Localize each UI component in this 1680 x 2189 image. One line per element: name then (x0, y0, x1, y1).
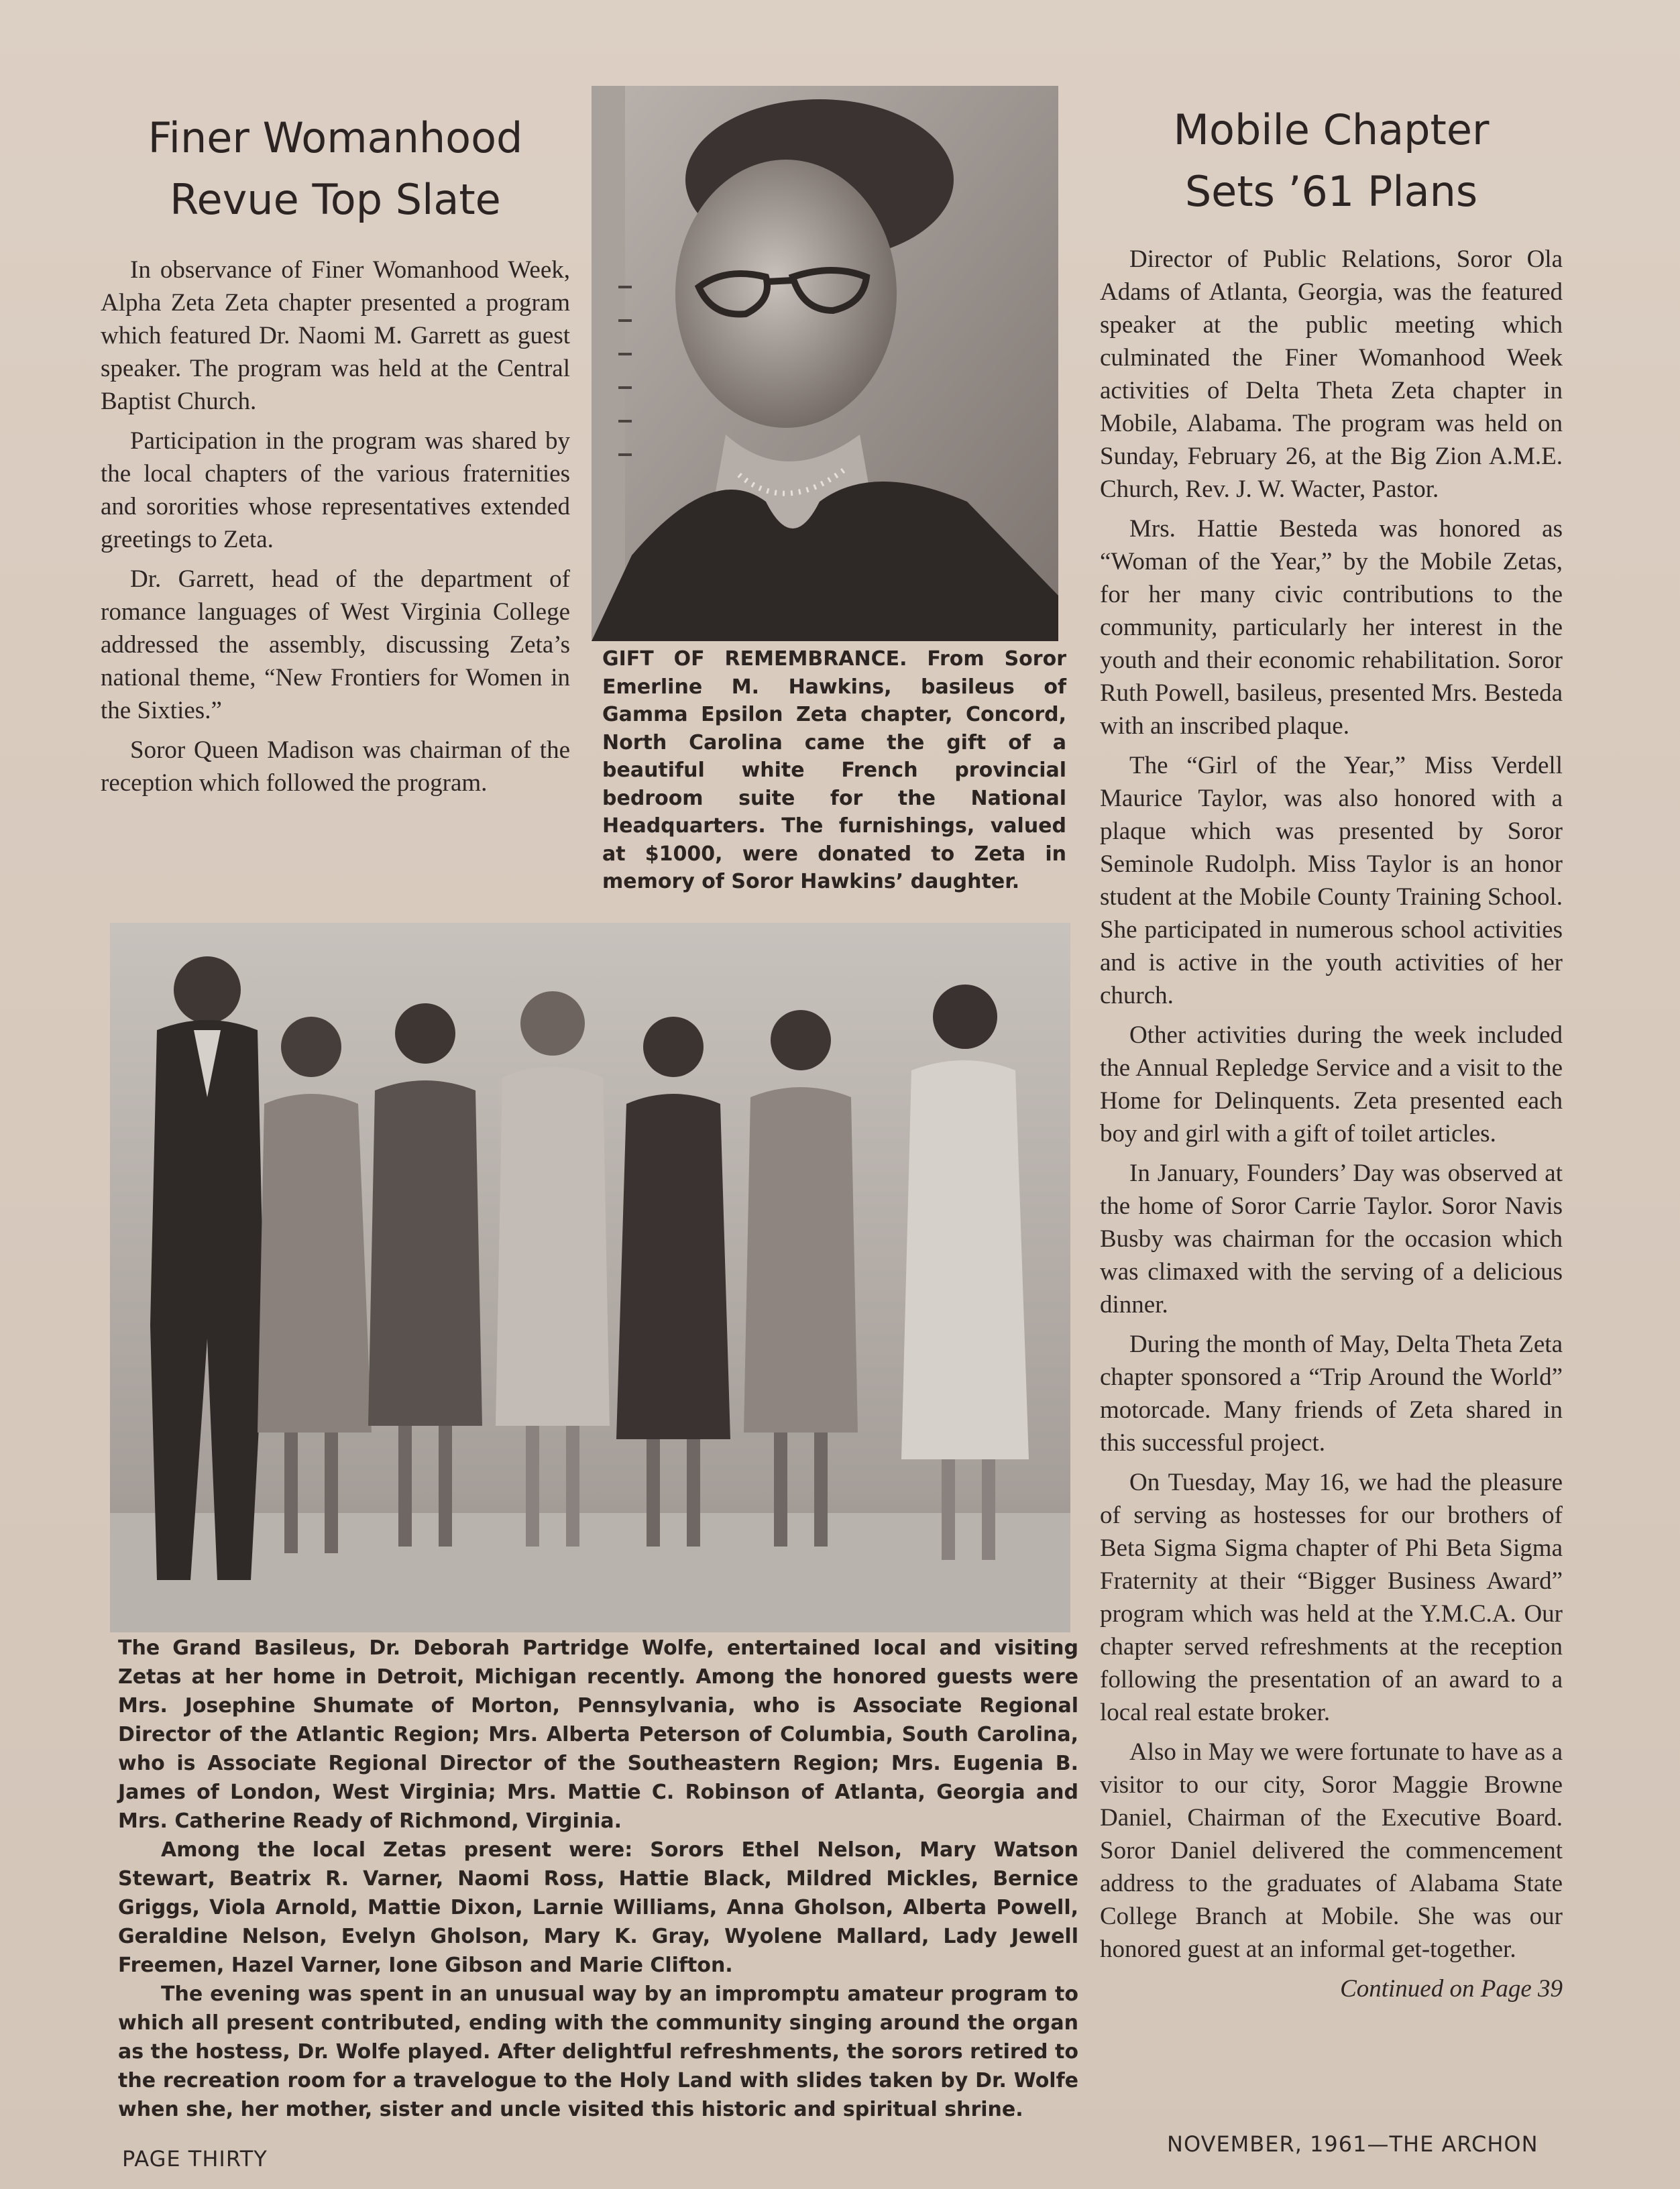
group-caption-paragraph: Among the local Zetas present were: Sorors Ethel Nelson, Mary Watson Stewart, Beatrix R. Varner, Naomi Ross, Hattie Black, Mildred Mickles, Bernice Griggs, Viola Arnold, Mattie Dixon, Larnie Williams, Anna Gholson, Alberta Powell, Geraldine Nelson, Evelyn Gholson, Mary K. Gray, Wyolene Mallard, Lady Jewell Freemen, Hazel Varner, Ione Gibson and Marie Clifton. (118, 1838, 1078, 1977)
right-headline-line2: Sets ’61 Plans (1184, 167, 1478, 216)
left-article (101, 107, 570, 806)
paragraph: Soror Queen Madison was chairman of the reception which followed the program. (101, 736, 570, 797)
left-headline-line1: Finer Womanhood (148, 113, 523, 162)
footer-right: NOVEMBER, 1961—THE ARCHON (1167, 2131, 1538, 2157)
portrait-caption (602, 645, 1066, 896)
group-caption-paragraph: The Grand Basileus, Dr. Deborah Partridge Wolfe, entertained local and visiting Zetas at her home in Detroit, Michigan recently. Among the honored guests were Mrs. Josephine Shumate of Morton, Pennsylvania, who is Associate Regional Director of the Atlantic Region; Mrs. Alberta Peterson of Columbia, South Carolina, who is Associate Regional Director of the Southeastern Region; Mrs. Eugenia B. James of London, West Virginia; Mrs. Mattie C. Robinson of Atlanta, Georgia and Mrs. Catherine Ready of Richmond, Virginia. (118, 1636, 1078, 1833)
group-caption-paragraph: The evening was spent in an unusual way by an impromptu amateur program to which all present contributed, ending with the community singing around the organ as the hostess, Dr. Wolfe played. After delightful refreshments, the sorors retired to the recreation room for a travelogue to the Holy Land with slides taken by Dr. Wolfe when she, her mother, sister and uncle visited this historic and spiritual shrine. (118, 1982, 1078, 2121)
portrait-photo (592, 86, 1058, 641)
continued-note: Continued on Page 39 (1340, 1975, 1563, 2003)
left-headline-line2: Revue Top Slate (170, 175, 501, 224)
right-article-body (1100, 243, 1563, 2005)
group-photo (110, 923, 1070, 1632)
paragraph: On Tuesday, May 16, we had the pleasure of serving as hostesses for our brothers of Beta Sigma Sigma chapter of Phi Beta Sigma Fraternity at their “Bigger Business Award” program which was held at the Y.M.C.A. Our chapter served refreshments at the reception following the presentation of an award to a local real estate broker. (1100, 1469, 1563, 1726)
right-article (1100, 99, 1563, 2005)
right-headline (1100, 99, 1563, 223)
portrait-illustration (592, 86, 1058, 641)
paragraph: Dr. Garrett, head of the department of romance languages of West Virginia College addressed the assembly, discussing Zeta’s national theme, “New Frontiers for Women in the Sixties.” (101, 565, 570, 724)
paragraph: Director of Public Relations, Soror Ola Adams of Atlanta, Georgia, was the featured speaker at the public meeting which culminated the Finer Womanhood Week activities of Delta Theta Zeta chapter in Mobile, Alabama. The program was held on Sunday, February 26, at the Big Zion A.M.E. Church, Rev. J. W. Wacter, Pastor. (1100, 245, 1563, 503)
paragraph: During the month of May, Delta Theta Zeta chapter sponsored a “Trip Around the World” motorcade. Many friends of Zeta shared in this successful project. (1100, 1331, 1563, 1457)
paragraph: The “Girl of the Year,” Miss Verdell Maurice Taylor, was also honored with a plaque which was presented by Soror Seminole Rudolph. Miss Taylor is an honor student at the Mobile County Training School. She participated in numerous school activities and is active in the youth activities of her church. (1100, 752, 1563, 1009)
paragraph: In observance of Finer Womanhood Week, Alpha Zeta Zeta chapter presented a program which featured Dr. Naomi M. Garrett as guest speaker. The program was held at the Central Baptist Church. (101, 256, 570, 415)
paragraph: In January, Founders’ Day was observed at the home of Soror Carrie Taylor. Soror Navis Busby was chairman for the occasion which was climaxed with the serving of a delicious dinner. (1100, 1160, 1563, 1318)
paragraph: Participation in the program was shared by the local chapters of the various fraternities and sororities whose representatives extended greetings to Zeta. (101, 427, 570, 553)
left-headline (101, 107, 570, 231)
group-illustration (110, 923, 1070, 1632)
paragraph: Also in May we were fortunate to have as a visitor to our city, Soror Maggie Browne Daniel, Chairman of the Executive Board. Soror Daniel delivered the commencement address to the graduates of Alabama State College Branch at Mobile. She was our honored guest at an informal get-together. (1100, 1738, 1563, 1963)
paragraph: Mrs. Hattie Besteda was honored as “Woman of the Year,” by the Mobile Zetas, for her many civic contributions to the community, particularly her interest in the youth and their economic rehabilitation. Soror Ruth Powell, basileus, presented Mrs. Besteda with an inscribed plaque. (1100, 515, 1563, 740)
portrait-caption-text: GIFT OF REMEMBRANCE. From Soror Emerline M. Hawkins, basileus of Gamma Epsilon Zeta chapter, Concord, North Carolina came the gift of a beautiful white French provincial bedroom suite for the National Headquarters. The furnishings, valued at $1000, were donated to Zeta in memory of Soror Hawkins’ daughter. (602, 647, 1066, 893)
group-caption (118, 1634, 1078, 2124)
footer-left: PAGE THIRTY (122, 2146, 268, 2172)
left-article-body (101, 254, 570, 799)
paragraph: Other activities during the week included the Annual Repledge Service and a visit to the Home for Delinquents. Zeta presented each boy and girl with a gift of toilet articles. (1100, 1021, 1563, 1147)
right-headline-line1: Mobile Chapter (1173, 105, 1490, 154)
